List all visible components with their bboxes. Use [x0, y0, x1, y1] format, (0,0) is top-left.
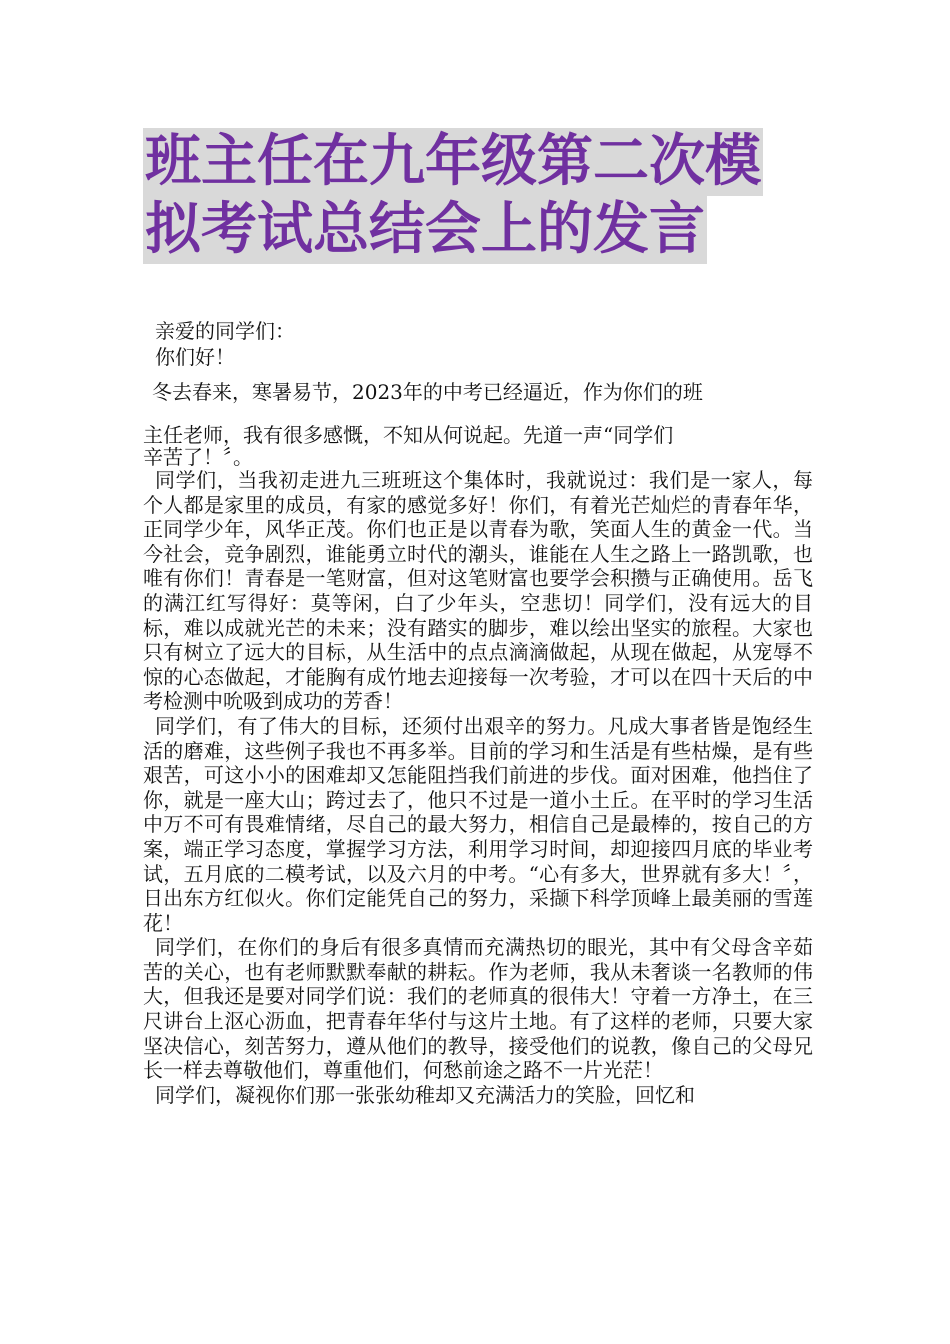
intro-line-3: 辛苦了！〞。: [143, 445, 253, 469]
body-paragraph-4: 同学们，凝视你们那一张张幼稚却又充满活力的笑脸，回忆和: [155, 1082, 695, 1107]
intro-line-2: 主任老师，我有很多感慨，不知从何说起。先道一声“同学们: [143, 423, 674, 447]
body-paragraph-1: 同学们，当我初走进九三班班这个集体时，我就说过：我们是一家人，每个人都是家里的成员，有家的感觉多好！你们，有着光芒灿烂的青春年华，正同学少年，风华正茂。你们也正是以青春为歌，笑面人生的黄金一代。当今社会，竞争剧烈，谁能勇立时代的潮头，谁能在人生之路上一路凯歌，也唯有你们！青春是一笔财富，但对这笔财富也要学会积攒与正确使用。岳飞的满江红写得好：莫等闲，白了少年头，空悲切！同学们，没有远大的目标，难以成就光芒的未来；没有踏实的脚步，难以绘出坚实的旅程。大家也只有树立了远大的目标，从生活中的点点滴滴做起，从现在做起，从宠辱不惊的心态做起，才能胸有成竹地去迎接每一次考验，才可以在四十天后的中考检测中吮吸到成功的芳香！: [143, 468, 813, 714]
intro-paragraph: [143, 378, 813, 468]
body-paragraph-3: 同学们，在你们的身后有很多真情而充满热切的眼光，其中有父母含辛茹苦的关心，也有老师默默奉献的耕耘。作为老师，我从未奢谈一名教师的伟大，但我还是要对同学们说：我们的老师真的很伟大！守着一方净土，在三尺讲台上沤心沥血，把青春年华付与这片土地。有了这样的老师，只要大家坚决信心，刻苦努力，遵从他们的教导，接受他们的说教，像自己的父母兄长一样去尊敬他们，尊重他们，何愁前途之路不一片光茫！: [143, 935, 813, 1083]
salutation: 亲爱的同学们：: [155, 319, 295, 343]
document-body: [143, 318, 813, 1107]
document-title: [143, 128, 823, 264]
greeting: 你们好！: [155, 345, 235, 369]
body-paragraph-2: 同学们，有了伟大的目标，还须付出艰辛的努力。凡成大事者皆是饱经生活的磨难，这些例子我也不再多举。目前的学习和生活是有些枯燥，是有些艰苦，可这小小的困难却又怎能阻挡我们前进的步伐。面对困难，他挡住了你，就是一座大山；跨过去了，他只不过是一道小土丘。在平时的学习生活中万不可有畏难情绪，尽自己的最大努力，相信自己是最棒的，按自己的方案，端正学习态度，掌握学习方法，利用学习时间，却迎接四月底的毕业考试，五月底的二模考试，以及六月的中考。“心有多大，世界就有多大！〞，日出东方红似火。你们定能凭自己的努力，采撷下科学顶峰上最美丽的雪莲花！: [143, 713, 813, 935]
title-line-2: 拟考试总结会上的发言: [145, 197, 705, 262]
intro-line-1: 冬去春来，寒暑易节，2023年的中考已经逼近，作为你们的班: [152, 380, 703, 404]
title-line-1: 班主任在九年级第二次模: [145, 129, 761, 194]
